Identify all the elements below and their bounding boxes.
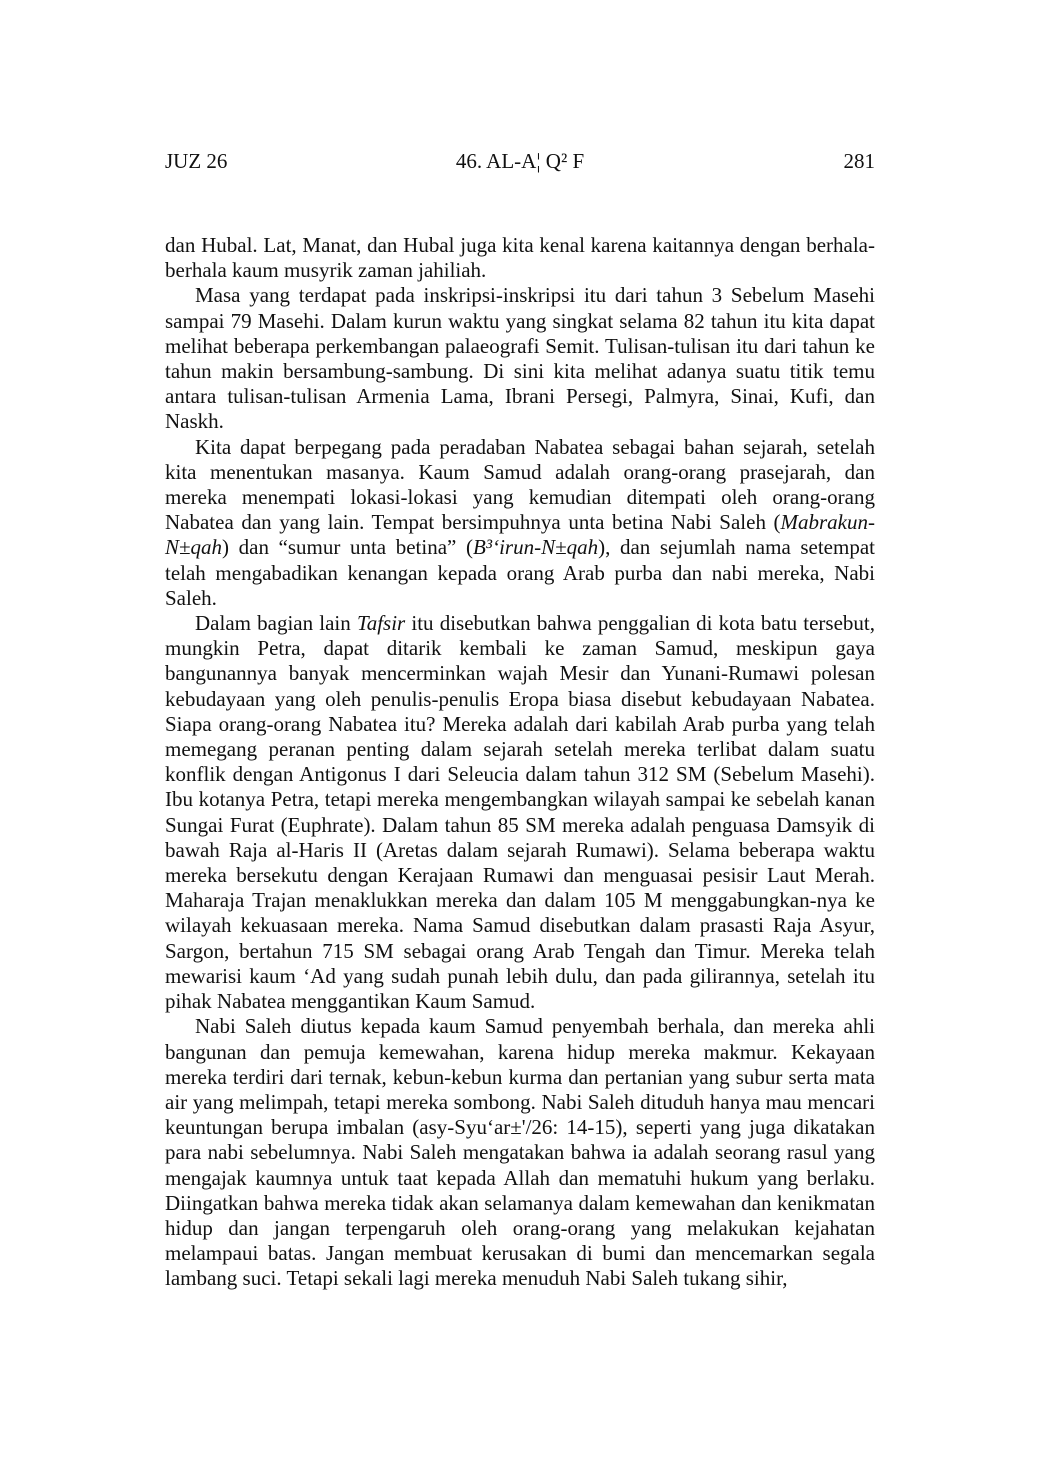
paragraph-4-text-a: Dalam bagian lain [195,611,357,636]
surah-title: 46. AL-A¦ Q² F [455,149,585,173]
paragraph-3 [165,435,875,611]
term-tafsir: Tafsir [356,611,406,636]
paragraph-2: Masa yang terdapat pada inskripsi-inskripsi itu dari tahun 3 Sebelum Masehi sampai 79 Masehi. Dalam kurun waktu yang singkat selama 82 tahun itu kita dapat melihat beberapa perkembangan palaeografi Semit. Tulisan-tulisan itu dari tahun ke tahun makin bersambung-sambung. Di sini kita melihat adanya suatu titik temu antara tulisan-tulisan Armenia Lama, Ibrani Persegi, Palmyra, Sinai, Kufi, dan Naskh. [165,283,875,434]
body-text [165,233,875,1292]
page-header [165,146,875,176]
juz-label: JUZ 26 [165,149,228,173]
paragraph-4-text-b: itu disebutkan bahwa penggalian di kota batu tersebut, mungkin Petra, dapat ditarik kembali ke zaman Samud, meskipun gaya bangunannya banyak mencerminkan wajah Mesir dan Yunani-Rumawi polesan kebudayaan yang oleh penulis-penulis Eropa biasa disebut kebudayaan Nabatea. Siapa orang-orang Nabatea itu? Mereka adalah dari kabilah Arab purba yang telah memegang peranan penting dalam sejarah setelah mereka terlibat dalam suatu konflik dengan Antigonus I dari Seleucia dalam tahun 312 SM (Sebelum Masehi). Ibu kotanya Petra, tetapi mereka mengembangkan wilayah sampai ke sebelah kanan Sungai Furat (Euphrate). Dalam tahun 85 SM mereka adalah penguasa Damsyik di bawah Raja al-Haris II (Aretas dalam sejarah Rumawi). Selama beberapa waktu mereka bersekutu dengan Kerajaan Rumawi dan menguasai pesisir Laut Merah. Maharaja Trajan menaklukkan mereka dan dalam 105 M menggabungkan-nya ke wilayah kekuasaan mereka. Nama Samud disebutkan dalam prasasti Raja Asyur, Sargon, bertahun 715 SM sebagai orang Arab Tengah dan Timur. Mereka telah mewarisi kaum ‘Ad yang sudah punah lebih dulu, dan pada gilirannya, setelah itu pihak Nabatea menggantikan Kaum Samud. [165,611,875,1014]
paragraph-3-text-c: ), dan sejumlah nama setempat telah mengabadikan kenangan kepada orang Arab purba dan nabi mereka, Nabi Saleh. [165,535,875,610]
paragraph-5: Nabi Saleh diutus kepada kaum Samud penyembah berhala, dan mereka ahli bangunan dan pemuja kemewahan, karena hidup mereka makmur. Kekayaan mereka terdiri dari ternak, kebun-kebun kurma dan pertanian yang subur serta mata air yang melimpah, tetapi mereka sombong. Nabi Saleh dituduh hanya mau mencari keuntungan berupa imbalan (asy-Syu‘ar±'/26: 14-15), seperti yang juga dikatakan para nabi sebelumnya. Nabi Saleh mengatakan bahwa ia adalah seorang rasul yang mengajak kaumnya untuk taat kepada Allah dan mematuhi hukum yang berlaku. Diingatkan bahwa mereka tidak akan selamanya dalam kemewahan dan kenikmatan hidup dan jangan terpengaruh oleh orang-orang yang melakukan kejahatan melampaui batas. Jangan membuat kerusakan di bumi dan mencemarkan segala lambang suci. Tetapi sekali lagi mereka menuduh Nabi Saleh tukang sihir, [165,1014,875,1291]
term-birun-naqah: B³‘irun-N±qah [472,535,599,560]
paragraph-3-text-b: ) dan “sumur unta betina” ( [222,535,473,560]
page-number: 281 [843,149,875,173]
paragraph-3-text-a: Kita dapat berpegang pada peradaban Nabatea sebagai bahan sejarah, setelah kita menentukan masanya. Kaum Samud adalah orang-orang prasejarah, dan mereka menempati lokasi-lokasi yang kemudian ditempati oleh orang-orang Nabatea dan yang lain. Tempat bersimpuhnya unta betina Nabi Saleh ( [165,434,875,535]
term-mabrakun-naqah: Mabrakun-N±qah [165,510,875,560]
paragraph-4 [165,611,875,1014]
paragraph-1: dan Hubal. Lat, Manat, dan Hubal juga kita kenal karena kaitannya dengan berhala-berhala kaum musyrik zaman jahiliah. [165,233,875,283]
